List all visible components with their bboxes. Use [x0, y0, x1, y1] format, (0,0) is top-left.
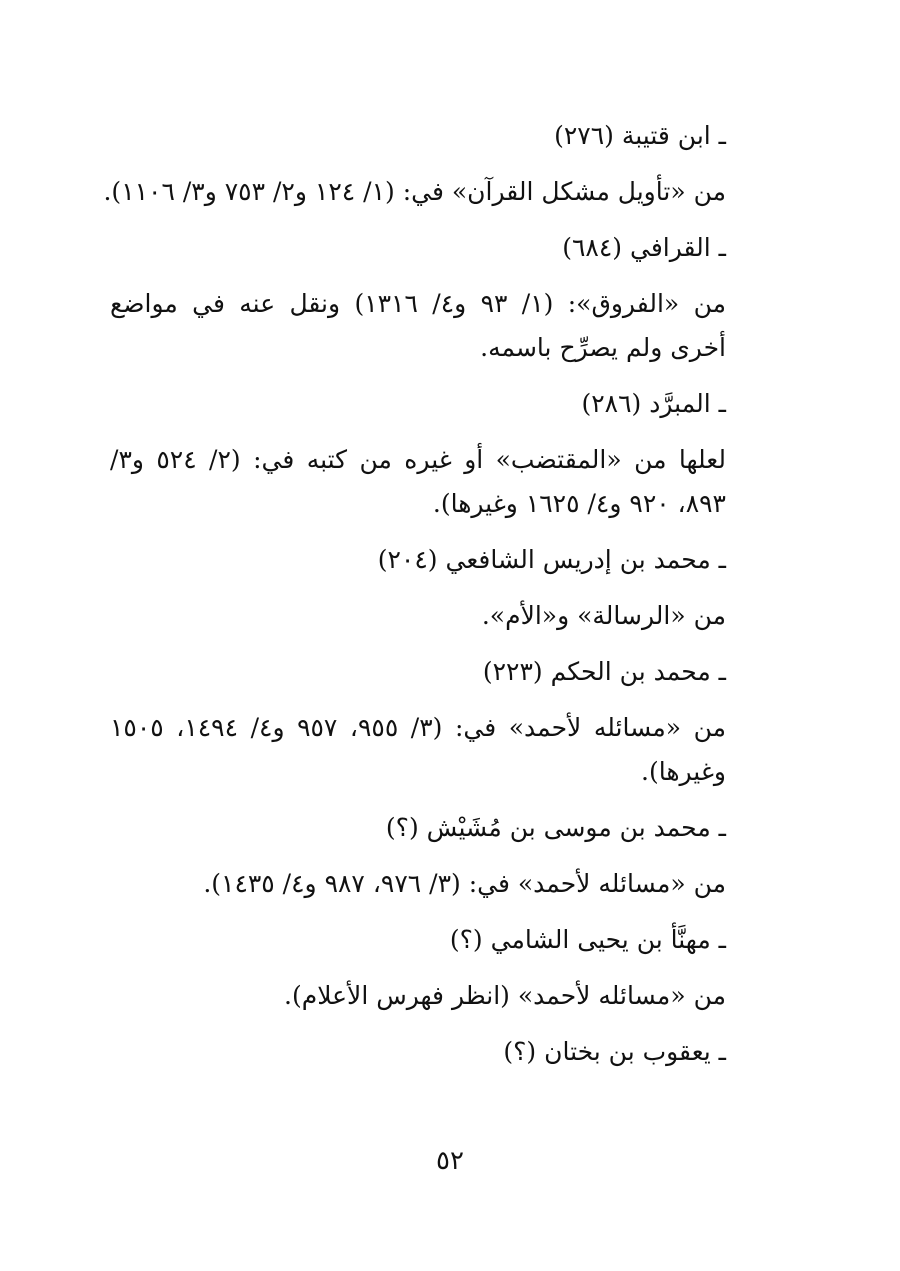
entry-head: ـ محمد بن الحكم (٢٢٣) [482, 657, 726, 686]
entry-head: ـ مهنَّأ بن يحيى الشامي (؟) [449, 925, 726, 954]
entry-head: ـ المبرَّد (٢٨٦) [581, 389, 726, 418]
entry-head: ـ ابن قتيبة (٢٧٦) [554, 121, 726, 150]
entry-source: من «الرسالة» و«الأم». [481, 601, 726, 630]
entry-source: لعلها من «المقتضب» أو غيره من كتبه في: (٢/ ٥٢٤ و٣/ ٨٩٣، ٩٢٠ و٤/ ١٦٢٥ وغيرها). [110, 445, 726, 518]
entry-head: ـ محمد بن إدريس الشافعي (٢٠٤) [377, 545, 726, 574]
entry-source: من «الفروق»: (١/ ٩٣ و٤/ ١٣١٦) ونقل عنه في مواضع أخرى ولم يصرِّح باسمه. [110, 289, 726, 362]
text-block [103, 108, 782, 1080]
entry-head: ـ محمد بن موسى بن مُشَيْش (؟) [385, 813, 726, 842]
entry-source: من «مسائله لأحمد» في: (٣/ ٩٧٦، ٩٨٧ و٤/ ١٤٣٥). [203, 869, 726, 898]
entry-source: من «تأويل مشكل القرآن» في: (١/ ١٢٤ و٢/ ٧٥٣ و٣/ ١١٠٦). [103, 177, 726, 206]
entry-head: ـ القرافي (٦٨٤) [562, 233, 726, 262]
entry-source: من «مسائله لأحمد» في: (٣/ ٩٥٥، ٩٥٧ و٤/ ١٤٩٤، ١٥٠٥ وغيرها). [110, 713, 727, 786]
entry-head: ـ يعقوب بن بختان (؟) [503, 1037, 726, 1066]
entry-source: من «مسائله لأحمد» (انظر فهرس الأعلام). [284, 981, 726, 1010]
page-number: ٥٢ [436, 1146, 464, 1176]
